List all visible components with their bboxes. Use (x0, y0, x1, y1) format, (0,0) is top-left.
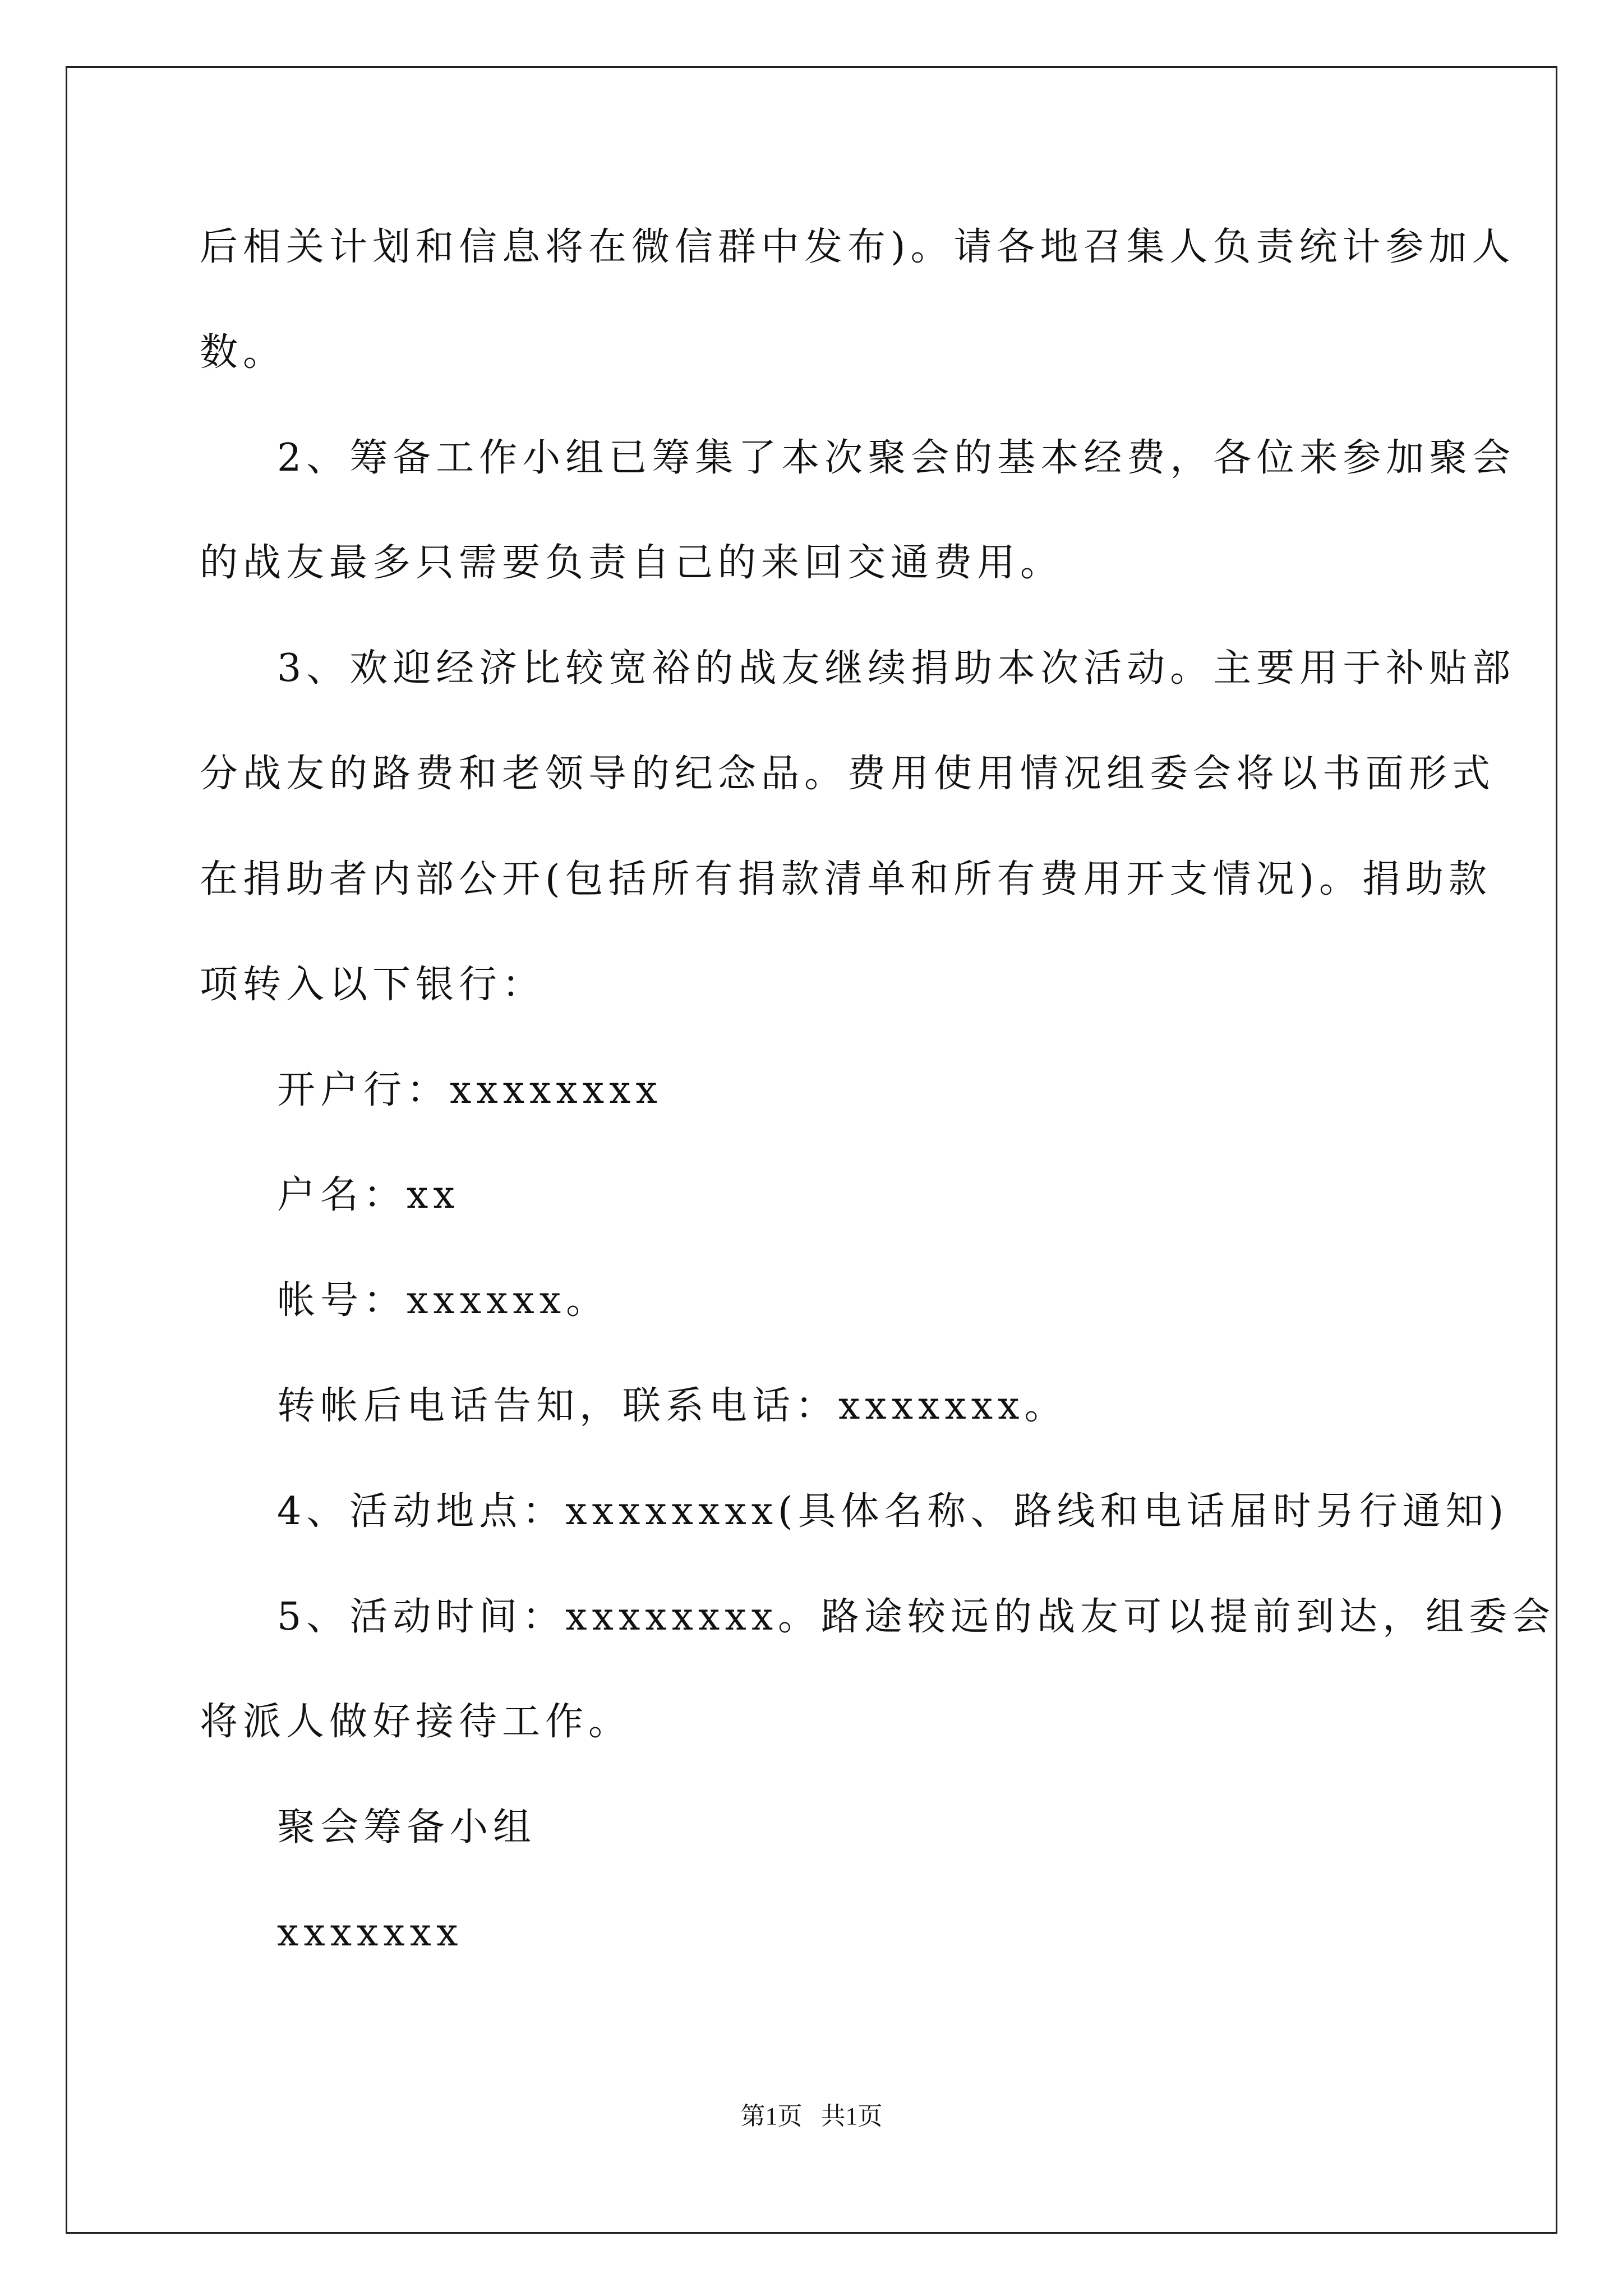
paragraph-line: 聚会筹备小组 (277, 1805, 537, 1849)
paragraph-line: 5、活动时间：xxxxxxxx。路途较远的战友可以提前到达，组委会 (277, 1595, 1556, 1639)
paragraph-line: 项转入以下银行： (200, 963, 546, 1007)
paragraph-line: 帐号：xxxxxx。 (277, 1278, 610, 1323)
paragraph-line: 的战友最多只需要负责自己的来回交通费用。 (200, 541, 1064, 585)
paragraph-line: 户名：xx (277, 1173, 460, 1217)
paragraph-line: 将派人做好接待工作。 (200, 1700, 632, 1744)
paragraph-line: 转帐后电话告知，联系电话：xxxxxxx。 (277, 1384, 1068, 1428)
paragraph-line: 3、欢迎经济比较宽裕的战友继续捐助本次活动。主要用于补贴部 (277, 646, 1516, 691)
paragraph-line: 后相关计划和信息将在微信群中发布)。请各地召集人负责统计参加人 (200, 225, 1515, 269)
paragraph-line: 2、筹备工作小组已筹集了本次聚会的基本经费，各位来参加聚会 (277, 436, 1516, 480)
paragraph-line: 数。 (200, 330, 287, 375)
paragraph-line: xxxxxxx (277, 1911, 463, 1955)
page-number-footer: 第1页 共1页 (740, 2102, 883, 2130)
paragraph-line: 开户行：xxxxxxxx (277, 1068, 662, 1112)
paragraph-line: 4、活动地点：xxxxxxxx(具体名称、路线和电话届时另行通知) (277, 1489, 1509, 1534)
page-border (66, 66, 1557, 2234)
paragraph-line: 在捐助者内部公开(包括所有捐款清单和所有费用开支情况)。捐助款 (200, 857, 1492, 901)
paragraph-line: 分战友的路费和老领导的纪念品。费用使用情况组委会将以书面形式 (200, 752, 1496, 796)
